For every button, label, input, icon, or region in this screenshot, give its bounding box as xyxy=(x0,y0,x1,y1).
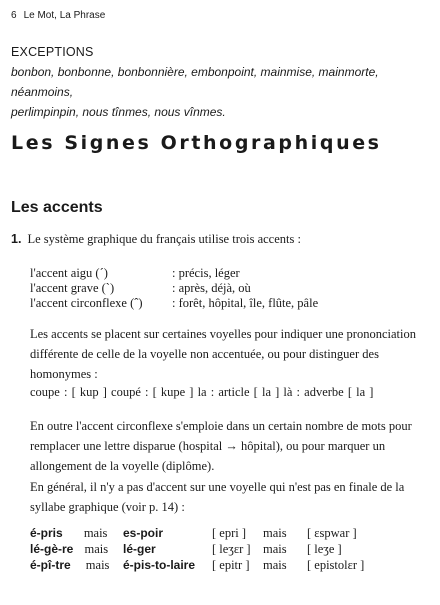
running-title: Le Mot, La Phrase xyxy=(23,10,106,21)
table-row-3-word2: é-pis-to-laire xyxy=(123,558,196,572)
table-row-2-mais2: mais xyxy=(263,542,287,556)
table-row-3-word: é-pî-tre mais xyxy=(30,558,110,572)
accent-label-grave: l'accent grave (`) xyxy=(30,281,115,295)
exceptions-line-1: bonbon, bonbonne, bonbonnière, embonpoint, mainmise, mainmorte, néanmoins, xyxy=(11,65,379,99)
table-row-3-mais2: mais xyxy=(263,558,287,572)
paragraph-circonflexe: En outre l'accent circonflexe s'emploie dans un certain nombre de mots pour remplacer une lettre disparue (hospital → hôpital), ou pour marquer un allongement de la voyelle (diplôme). xyxy=(30,419,412,473)
table-row-2-word: lé-gè-re mais xyxy=(30,542,109,556)
accent-label-circonflexe: l'accent circonflexe (ˆ) xyxy=(30,296,143,310)
table-row-1-word2: es-poir xyxy=(123,526,164,540)
paragraph-accents-usage: Les accents se placent sur certaines voyelles pour indiquer une prononciation différente de celle de la voyelle non accentuée, ou pour distinguer des homonymes : xyxy=(30,327,416,381)
table-row-1-mais2: mais xyxy=(263,526,287,540)
paragraph-syllable-rule: En général, il n'y a pas d'accent sur une voyelle qui n'est pas en finale de la syllabe graphique (voir p. 14) : xyxy=(30,480,405,514)
intro-line xyxy=(11,232,301,247)
table-row-3-phon1: [ epitr ] xyxy=(212,558,250,572)
table-row-1-phon1: [ epri ] xyxy=(212,526,247,540)
page-number: 6 xyxy=(11,10,17,21)
table-row-1-phon2: [ ɛspwar ] xyxy=(307,526,357,540)
table-row-2-word2: lé-ger xyxy=(123,542,156,556)
chapter-title: Les Signes Orthographiques xyxy=(11,132,382,154)
table-row-1-word: é-pris mais xyxy=(30,526,108,540)
table-row-2-phon1: [ leʒɛr ] xyxy=(212,542,251,556)
section-title: Les accents xyxy=(11,199,103,216)
table-row-2-phon2: [ leʒe ] xyxy=(307,542,342,556)
accent-label-aigu: l'accent aigu (´) xyxy=(30,266,108,280)
exceptions-line-2: perlimpinpin, nous tînmes, nous vînmes. xyxy=(11,105,226,119)
homonym-examples: coupe : [ kup ] coupé : [ kupe ] la : article [ la ] là : adverbe [ la ] xyxy=(30,385,374,399)
table-row-3-phon2: [ epistolɛr ] xyxy=(307,558,365,572)
accent-examples-aigu: : précis, léger xyxy=(172,266,240,280)
accent-examples-grave: : après, déjà, où xyxy=(172,281,251,295)
accent-examples-circonflexe: : forêt, hôpital, île, flûte, pâle xyxy=(172,296,319,310)
running-header xyxy=(11,10,105,21)
exceptions-title: EXCEPTIONS xyxy=(11,45,94,59)
item-number: 1. xyxy=(11,232,22,246)
exceptions-words xyxy=(11,62,431,122)
intro-text: Le système graphique du français utilise trois accents : xyxy=(27,232,301,246)
